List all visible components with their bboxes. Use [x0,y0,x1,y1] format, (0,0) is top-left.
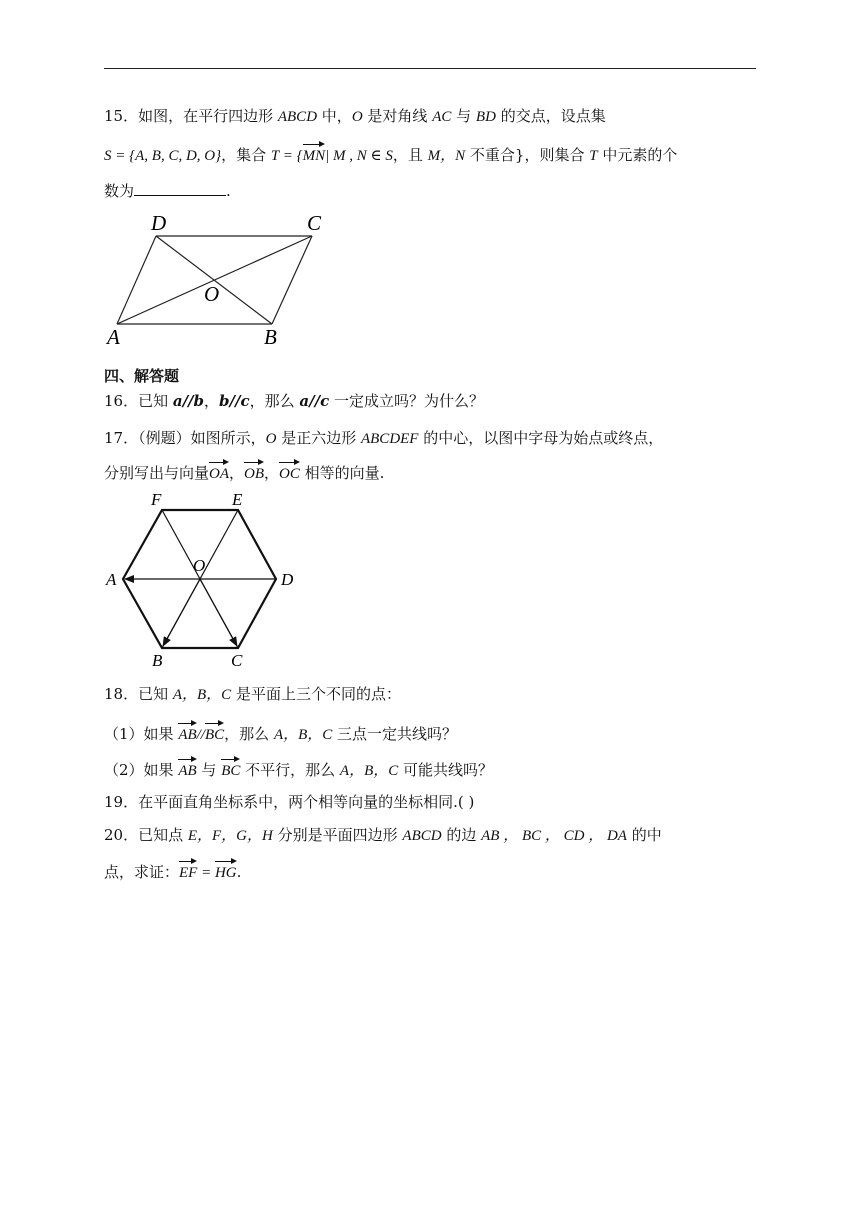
q20-line-2 [104,860,241,883]
text: 相等的向量. [299,464,385,482]
text: 16．已知 [104,392,173,410]
text: ， [229,464,245,482]
label-o: O [193,556,206,575]
text: 分别是平面四边形 [272,826,403,844]
math: ABCDEF [360,431,419,447]
label-o: O [204,282,220,306]
q15-line-2 [104,143,677,166]
text: 中元素的个 [597,146,678,164]
label-b: B [152,651,163,670]
text: ，那么 [224,725,274,743]
q16-line [104,391,484,411]
math: T [589,148,598,164]
math: ABCD [277,109,318,125]
label-d: D [151,211,167,235]
label-c: C [307,211,322,235]
text: 的中 [626,826,662,844]
text: 18．已知 [104,685,173,703]
text: 三点一定共线吗？ [332,725,458,743]
header-rule [104,68,756,69]
text: ， [204,392,220,410]
text: 15．如图，在平行四边形 [104,107,278,125]
q18-line-2 [104,722,457,745]
math: // [196,727,205,743]
text: （1）如果 [104,725,179,743]
text: 与 [196,761,222,779]
math: b//c [219,392,250,410]
q17-line-2 [104,461,384,484]
math: AC [432,109,452,125]
text: 是对角线 [362,107,433,125]
text: ，那么 [249,392,300,410]
text: 是平面上三个不同的点： [231,685,401,703]
text: 点，求证： [104,863,180,881]
math: A，B，C [273,727,333,743]
label-c: C [231,651,243,670]
label-b: B [264,325,277,349]
math: A，B，C [172,687,232,703]
label-a: A [107,325,120,349]
q18-line-3 [104,758,493,781]
text: 不平行，那么 [240,761,340,779]
math: M，N [427,148,466,164]
vector-ef: EF [179,860,197,883]
text: ， [264,464,280,482]
text: ，集合 [221,146,271,164]
text: 可能共线吗？ [398,761,494,779]
hexagon-figure [100,490,305,672]
math: | M , N ∈ S [325,148,393,164]
section-heading: 四、解答题 [104,367,180,385]
text: 数为 [104,182,135,200]
math: BD [475,109,496,125]
math: A，B，C [339,763,399,779]
math-set-s: S = {A, B, C, D, O} [104,148,222,164]
vector-oc: OC [279,461,300,484]
math: = [197,865,215,881]
q17-line-1 [104,428,663,449]
text: 的中心，以图中字母为始点或终点， [418,429,664,447]
text: 的边 [441,826,482,844]
text: 的交点，设点集 [495,107,606,125]
text: . [236,863,242,881]
text: ，且 [392,146,428,164]
text: 与 [451,107,476,125]
label-e: E [232,490,243,509]
vector-hg: HG [215,860,237,883]
vector-bc: BC [205,722,224,745]
math: E，F，G，H [187,828,273,844]
vector-ab: AB [178,758,196,781]
q15-line-1 [104,106,606,127]
answer-blank[interactable] [134,181,226,196]
q19-line: 19．在平面直角坐标系中，两个相等向量的坐标相同.( ) [104,793,475,811]
text: 分别写出与向量 [104,464,210,482]
label-f: F [151,490,162,509]
math: T = { [270,148,303,164]
q20-line-1 [104,825,662,846]
math: O [351,109,363,125]
text: 不重合}，则集合 [465,146,590,164]
vector-mn: MN [303,143,326,166]
text: 17．（例题）如图所示， [104,429,266,447]
math: O [265,431,277,447]
label-d: D [281,570,294,589]
math: a//b [172,392,205,410]
vector-bc: BC [221,758,240,781]
vector-oa: OA [209,461,229,484]
text: 20．已知点 [104,826,188,844]
label-a: A [106,570,117,589]
text: 一定成立吗？为什么？ [329,392,485,410]
text: . [226,182,231,200]
q18-line-1 [104,684,401,705]
math: ABCD [402,828,442,844]
vector-ob: OB [244,461,264,484]
text: 中， [317,107,352,125]
math: AB ， BC ， CD ， DA [481,828,627,844]
text: 是正六边形 [276,429,361,447]
vector-ab: AB [178,722,196,745]
q15-line-3 [104,181,231,201]
math: a//c [299,392,330,410]
text: （2）如果 [104,761,179,779]
parallelogram-figure [104,208,344,353]
